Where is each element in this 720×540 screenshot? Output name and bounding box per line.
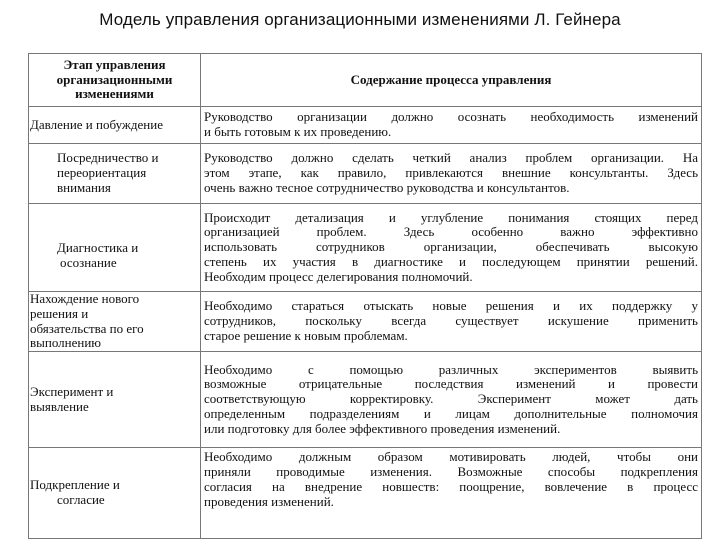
content-line: организацией проблем. Здесь особенно важно эффективно	[204, 224, 698, 240]
stage-cell	[29, 204, 201, 292]
stage-cell	[29, 352, 201, 448]
stage-line: осознание	[60, 254, 117, 270]
content-cell	[201, 107, 702, 144]
content-line: согласия на внедрение новшеств: поощрение, вовлечение в процесс	[204, 478, 698, 494]
header-content-cell: Содержание процесса управления	[201, 54, 702, 107]
content-cell	[201, 352, 702, 448]
stage-line: решения и	[30, 305, 89, 321]
stage-line: внимания	[57, 179, 111, 195]
stage-cell	[29, 292, 201, 352]
content-line: Необходимо должным образом мотивировать людей, чтобы они	[204, 449, 698, 465]
stage-line: Диагностика и	[57, 239, 139, 255]
header-stage-cell	[29, 54, 201, 107]
content-line: и быть готовым к их проведению.	[204, 124, 392, 139]
content-line: соответствующую корректировку. Эксперимент может дать	[204, 391, 698, 407]
stage-line: Нахождение нового	[30, 291, 140, 306]
content-line: старое решение к новым проблемам.	[204, 327, 408, 343]
page-title: Модель управления организационными изменениями Л. Гейнера	[99, 10, 621, 29]
content-line: степень их участия в диагностике и последующем принятии решений.	[204, 253, 698, 269]
stage-cell	[29, 144, 201, 204]
table-header-row	[29, 54, 702, 107]
content-line: Необходимо с помощью различных экспериментов выявить	[204, 361, 698, 377]
table-row	[29, 448, 702, 539]
stage-cell	[29, 448, 201, 539]
content-line: Руководство организации должно осознать необходимость изменений	[204, 109, 698, 125]
content-cell	[201, 144, 702, 204]
stage-line: обязательства по его	[30, 320, 144, 336]
header-stage-line: Этап управления	[63, 56, 166, 72]
content-line: Происходит детализация и углубление понимания стоящих перед	[204, 209, 698, 225]
content-line: Необходимо стараться отыскать новые решения и их поддержку у	[204, 298, 698, 314]
content-cell	[201, 292, 702, 352]
stage-line: Эксперимент и	[30, 383, 114, 399]
content-line: или подготовку для более эффективного проведения изменений.	[204, 420, 561, 436]
table-row	[29, 352, 702, 448]
stage-line: выявление	[30, 398, 89, 414]
table-row	[29, 144, 702, 204]
management-stages-table	[28, 53, 702, 539]
content-line: очень важно тесное сотрудничество руководства и консультантов.	[204, 179, 570, 195]
content-line: приняли проводимые изменения. Возможные способы подкрепления	[204, 463, 698, 479]
content-line: Необходим процесс делегирования полномочий.	[204, 268, 473, 284]
header-stage-line: изменениями	[75, 86, 154, 102]
content-line: использовать сотрудников организации, обеспечивать высокую	[204, 239, 698, 255]
content-line: возможные отрицательные последствия изменений и провести	[204, 376, 698, 392]
stage-line: Давление и побуждение	[30, 116, 163, 132]
table-row	[29, 204, 702, 292]
stage-line: Подкрепление и	[30, 477, 120, 493]
content-line: определенным подразделениям и лицам дополнительные полномочия	[204, 406, 698, 422]
content-line: Руководство должно сделать четкий анализ проблем организации. На	[204, 150, 698, 166]
stage-cell	[29, 107, 201, 144]
content-line: сотрудников, поскольку всегда существует искушение применить	[204, 313, 698, 329]
stage-line: Посредничество и	[57, 150, 159, 166]
stage-line: согласие	[57, 492, 105, 508]
content-cell	[201, 204, 702, 292]
content-cell	[201, 448, 702, 539]
content-line: проведения изменений.	[204, 493, 334, 509]
stage-line: переориентация	[57, 165, 147, 181]
stage-line: выполнению	[30, 335, 101, 351]
table-row	[29, 107, 702, 144]
table-row	[29, 292, 702, 352]
header-stage-line: организационными	[56, 71, 173, 87]
content-line: этом этапе, как правило, привлекаются внешние консультанты. Здесь	[204, 165, 698, 181]
